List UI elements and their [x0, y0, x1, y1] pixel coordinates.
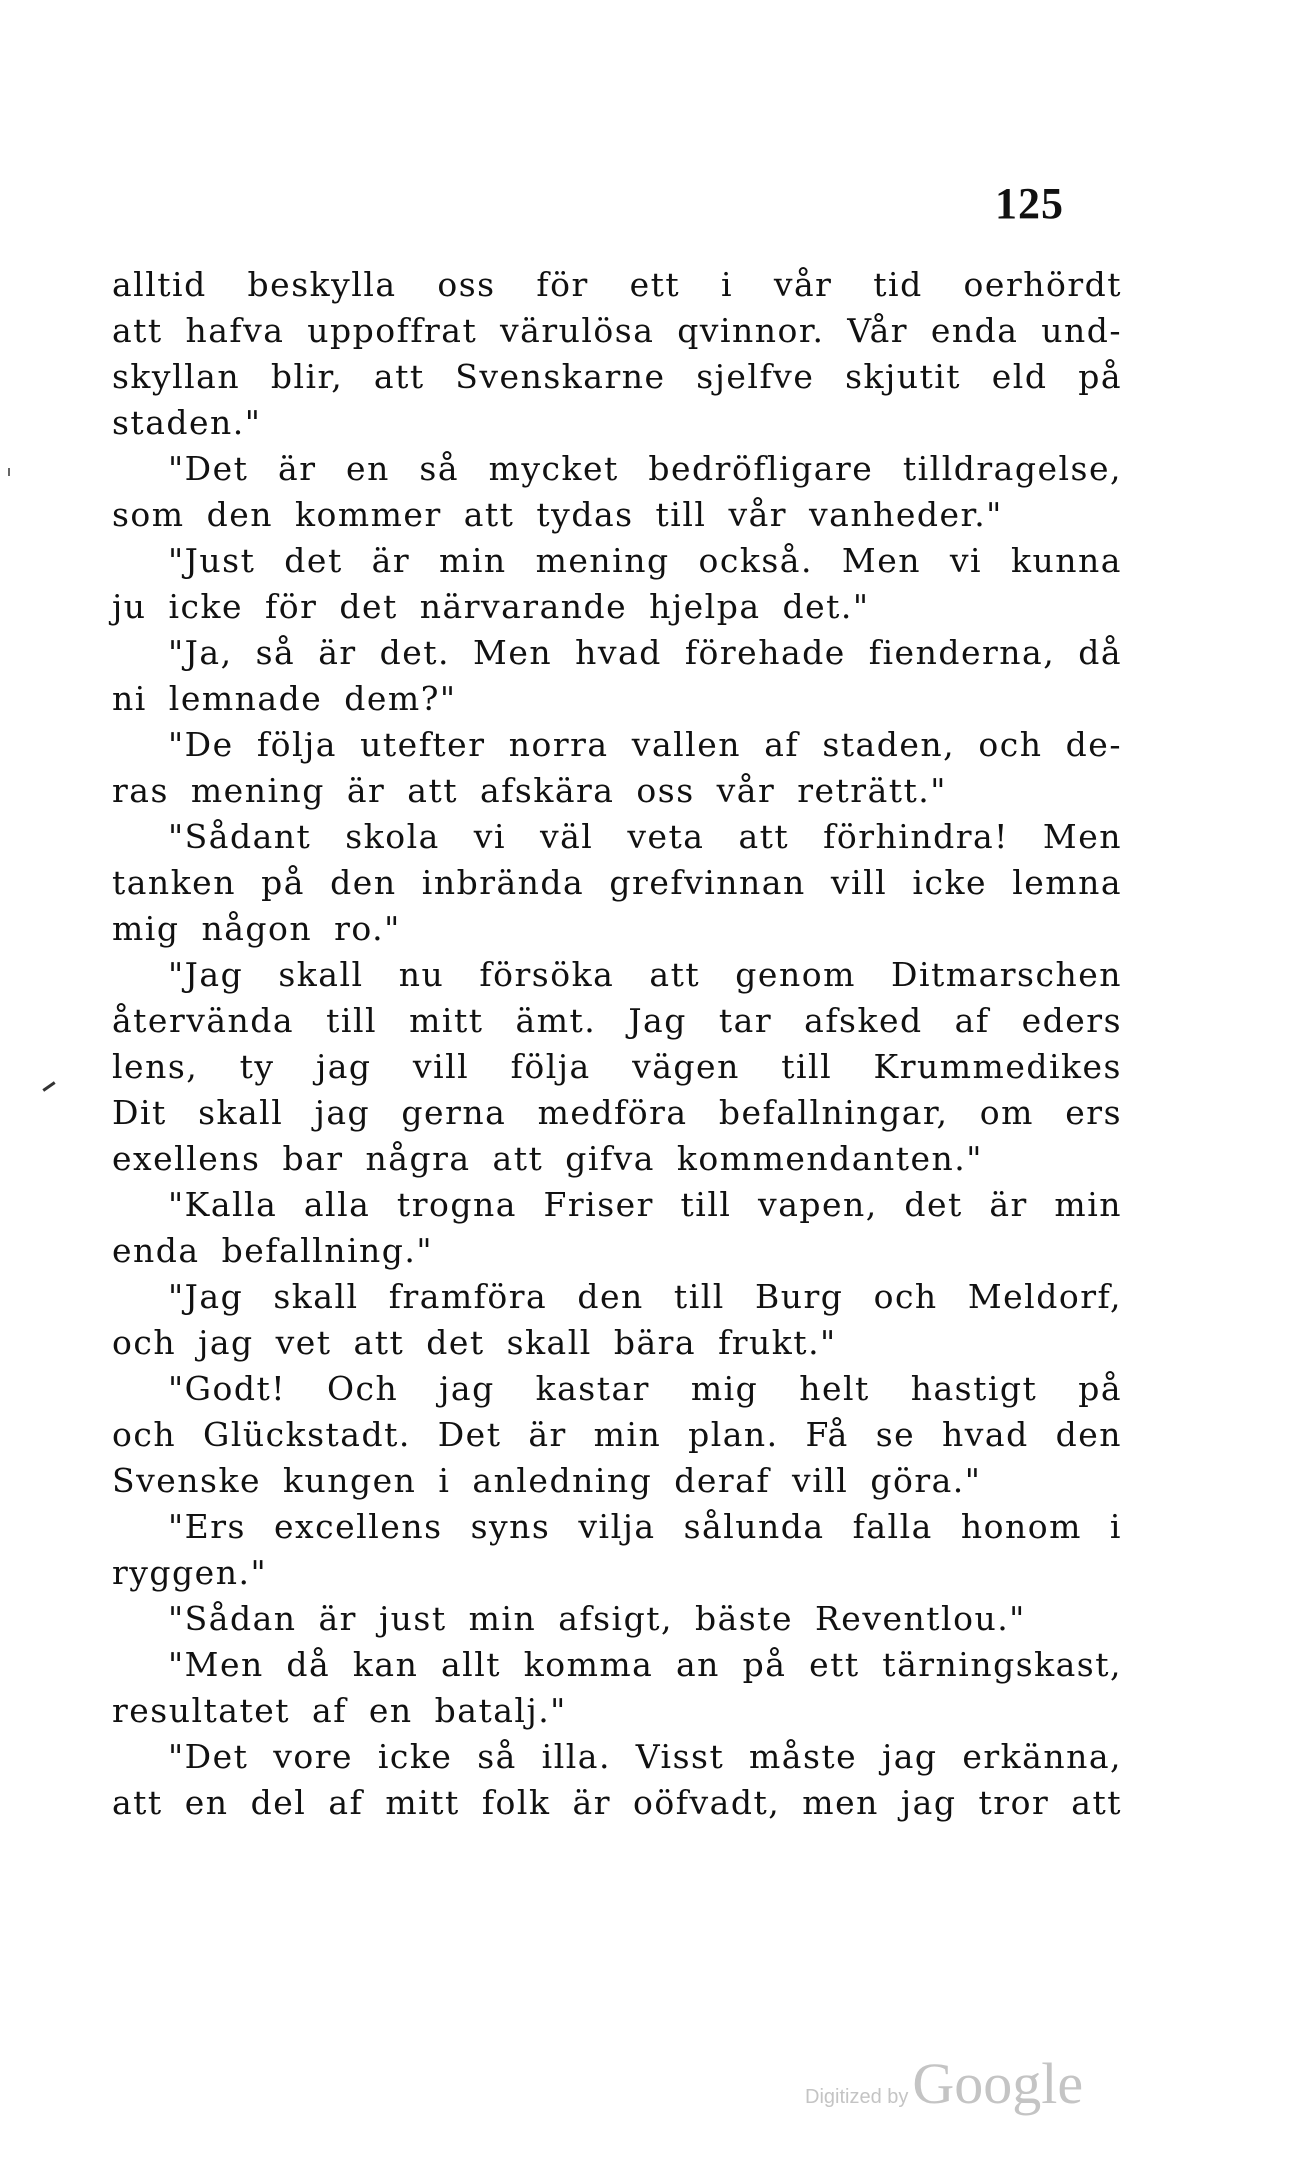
text-line: Dit skall jag gerna medföra befallningar, om ers: [112, 1093, 1122, 1132]
text-line: att en del af mitt folk är oöfvadt, men jag tror att: [112, 1783, 1122, 1822]
text-line: "Ja, så är det. Men hvad förehade fienderna, då: [168, 633, 1122, 672]
text-line: "Det är en så mycket bedröfligare tilldragelse,: [168, 449, 1122, 488]
text-line: ras mening är att afskära oss vår reträtt.": [112, 771, 947, 810]
text-line: resultatet af en batalj.": [112, 1691, 567, 1730]
text-line: återvända till mitt ämt. Jag tar afsked af eders: [112, 1001, 1122, 1040]
text-line: "Kalla alla trogna Friser till vapen, det är min: [168, 1185, 1122, 1224]
text-line: "Jag skall nu försöka att genom Ditmarschen: [168, 955, 1122, 994]
text-line: "De följa utefter norra vallen af staden, och de-: [168, 725, 1122, 764]
text-line: "Men då kan allt komma an på ett tärningskast,: [168, 1645, 1122, 1684]
text-line: "Ers excellens syns vilja sålunda falla honom i: [168, 1507, 1122, 1546]
text-line: staden.": [112, 403, 262, 442]
body-text: [112, 262, 1122, 1826]
text-line: att hafva uppoffrat värulösa qvinnor. Vår enda und-: [112, 311, 1122, 350]
digitized-watermark: [805, 2050, 1083, 2117]
text-line: "Sådan är just min afsigt, bäste Reventlou.": [168, 1599, 1026, 1638]
text-line: skyllan blir, att Svenskarne sjelfve skjutit eld på: [112, 357, 1122, 396]
text-line: lens, ty jag vill följa vägen till Krummedikes: [112, 1047, 1122, 1086]
text-line: "Jag skall framföra den till Burg och Meldorf,: [168, 1277, 1122, 1316]
text-line: alltid beskylla oss för ett i vår tid oerhördt: [112, 265, 1122, 304]
text-line: och Glückstadt. Det är min plan. Få se hvad den: [112, 1415, 1122, 1454]
text-line: ju icke för det närvarande hjelpa det.": [112, 587, 870, 626]
text-line: som den kommer att tydas till vår vanheder.": [112, 495, 1003, 534]
margin-mark: [42, 1081, 55, 1091]
text-line: "Godt! Och jag kastar mig helt hastigt på: [168, 1369, 1122, 1408]
page-number: 125: [995, 179, 1064, 228]
google-logo: Google: [912, 2051, 1084, 2116]
text-line: enda befallning.": [112, 1231, 434, 1270]
digitized-by-label: Digitized by: [805, 2086, 909, 2108]
text-line: tanken på den inbrända grefvinnan vill icke lemna: [112, 863, 1122, 902]
text-line: och jag vet att det skall bära frukt.": [112, 1323, 837, 1362]
text-line: "Sådant skola vi väl veta att förhindra! Men: [168, 817, 1122, 856]
text-line: ni lemnade dem?": [112, 679, 457, 718]
text-line: Svenske kungen i anledning deraf vill göra.": [112, 1461, 982, 1500]
text-line: mig någon ro.": [112, 909, 401, 948]
text-line: "Det vore icke så illa. Visst måste jag erkänna,: [168, 1737, 1122, 1776]
text-line: "Just det är min mening också. Men vi kunna: [168, 541, 1122, 580]
text-line: ryggen.": [112, 1553, 268, 1592]
text-line: exellens bar några att gifva kommendanten.": [112, 1139, 983, 1178]
margin-tick: [8, 468, 10, 476]
